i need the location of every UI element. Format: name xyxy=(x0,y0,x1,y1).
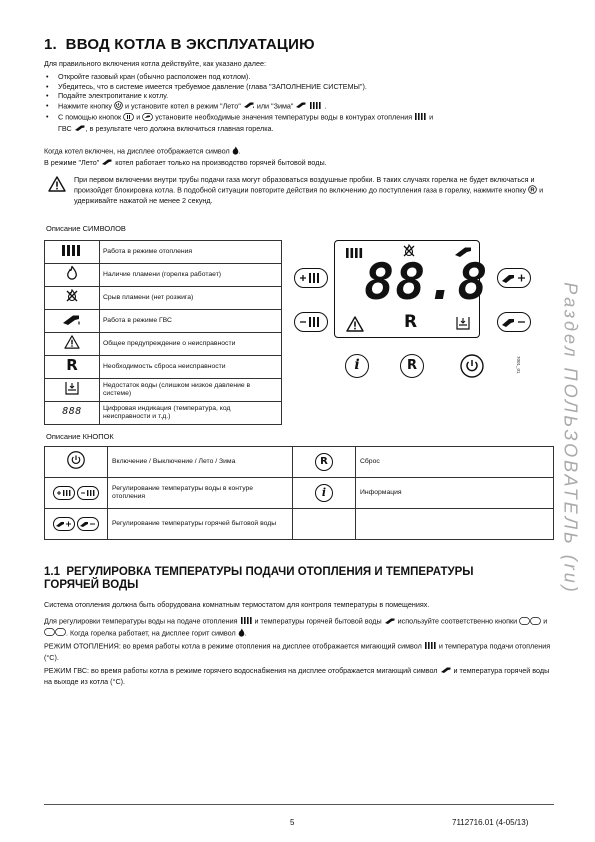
table-row: Недостаток воды (слишком низкое давление в системе) xyxy=(45,379,282,402)
radiator-icon xyxy=(240,616,253,628)
warning-icon xyxy=(64,344,80,351)
radiator-icon xyxy=(345,246,365,264)
reset-button[interactable]: R xyxy=(400,354,424,378)
table-row: Наличие пламени (горелка работает) xyxy=(45,264,282,287)
lcd-digits: 88.8 xyxy=(364,253,489,311)
tap-icon xyxy=(243,101,255,112)
reset-icon xyxy=(528,185,537,197)
list-item: • Нажмите кнопку и установите котел в режим "Лето" или "Зима" . xyxy=(44,101,554,113)
table-row: Работа в режиме отопления xyxy=(45,241,282,264)
low-water-icon xyxy=(456,316,470,335)
info-button[interactable]: i xyxy=(345,354,369,378)
symbols-heading: Описание СИМВОЛОВ xyxy=(46,224,126,233)
heating-buttons-icon xyxy=(519,617,541,628)
dhw-plus-button[interactable] xyxy=(497,268,531,288)
heating-plus-icon xyxy=(53,486,75,500)
paragraph: РЕЖИМ ОТОПЛЕНИЯ: во время работы котла в режиме отопления на дисплее отображается мигающий символ и температура подачи отопления (°C). xyxy=(44,641,551,662)
symbols-table xyxy=(44,240,282,425)
control-panel xyxy=(290,240,540,390)
radiator-icon xyxy=(309,101,322,113)
tap-icon xyxy=(74,124,86,135)
figure-code: 7001_01 xyxy=(516,356,521,374)
sidebar-label: Раздел ПОЛЬЗОВАТЕЛЬ (ru) xyxy=(560,282,581,595)
page-number: 5 xyxy=(290,818,295,827)
list-item: • Убедитесь, что в системе имеется требуемое давление (глава "ЗАПОЛНЕНИЕ СИСТЕМЫ"). xyxy=(44,82,554,92)
intro-text: Для правильного включения котла действуйте, как указано далее: xyxy=(44,59,266,68)
digits-icon: 888 xyxy=(62,406,82,418)
table-row: Регулирование температуры воды в контуре отопления i Информация xyxy=(45,478,554,509)
table-row: Срыв пламени (нет розжига) xyxy=(45,287,282,310)
radiator-icon xyxy=(61,252,83,259)
flame-icon xyxy=(238,628,245,640)
warning-text: При первом включении внутри трубы подачи газа могут образоваться воздушные пробки. В таких случаях горелка не будет включаться и произойдет блокировка котла. В подобной ситуации повторите действия по включению до поступления газа в горелку, нажмите кнопку R и удерживайте нажатой не менее 2 секунд. xyxy=(74,175,544,206)
paragraph: РЕЖИМ ГВС: во время работы котла в режиме горячего водоснабжения на дисплее отображается мигающий символ и температура горячей воды на выходе из котла (°C). xyxy=(44,666,550,686)
subsection-title: 1.1 РЕГУЛИРОВКА ТЕМПЕРАТУРЫ ПОДАЧИ ОТОПЛЕНИЯ И ТЕМПЕРАТУРЫ ГОРЯЧЕЙ ВОДЫ xyxy=(44,566,474,591)
table-row: Общее предупреждение о неисправности xyxy=(45,333,282,356)
buttons-heading: Описание КНОПОК xyxy=(46,432,114,441)
paragraph: Система отопления должна быть оборудована комнатным термостатом для контроля температуры в помещениях. xyxy=(44,600,430,609)
tap-icon xyxy=(62,321,82,328)
status-text: Когда котел включен, на дисплее отображается символ . В режиме "Лето" котел работает только на производство горячей бытовой воды. xyxy=(44,146,327,167)
warning-icon xyxy=(48,176,66,197)
reset-r-icon: R xyxy=(404,312,418,332)
heating-minus-icon xyxy=(77,486,99,500)
dhw-plus-icon xyxy=(53,517,75,531)
radiator-icon xyxy=(424,641,437,653)
table-row: 888 Цифровая индикация (температура, код неисправности и т.д.) xyxy=(45,402,282,425)
tap-icon xyxy=(295,101,307,112)
paragraph: Для регулировки температуры воды на подаче отопления и температуры горячей бытовой воды используйте соответственно кнопки и . Когда горелка работает, на дисплее горит символ . xyxy=(44,616,548,638)
table-row: Регулирование температуры горячей бытовой воды xyxy=(45,509,554,540)
power-icon xyxy=(114,101,123,113)
dhw-minus-icon xyxy=(77,517,99,531)
flame-icon xyxy=(232,146,239,158)
flame-failure-icon xyxy=(65,298,79,305)
list-item: • Подайте электропитание к котлу. xyxy=(44,91,554,101)
dhw-minus-button[interactable] xyxy=(497,312,531,332)
heating-minus-button[interactable] xyxy=(294,312,328,332)
footer-divider xyxy=(44,804,554,805)
table-row: Включение / Выключение / Лето / Зима R Сброс xyxy=(45,447,554,478)
doc-code: 7112716.01 (4-05/13) xyxy=(452,818,529,827)
power-icon xyxy=(67,464,85,471)
table-row: Работа в режиме ГВС xyxy=(45,310,282,333)
list-item: • Откройте газовый кран (обычно расположен под котлом). xyxy=(44,72,554,82)
reset-r-icon: R xyxy=(66,355,78,374)
svg-text:R: R xyxy=(530,187,535,194)
section-title: 1. ВВОД КОТЛА В ЭКСПЛУАТАЦИЮ xyxy=(44,36,315,53)
radiator-icon xyxy=(414,112,427,124)
tap-icon xyxy=(101,158,113,169)
flame-icon xyxy=(67,275,77,282)
buttons-table xyxy=(44,446,554,540)
dhw-minus-icon xyxy=(142,113,153,124)
list-item: • С помощью кнопок и установите необходимые значения температуры воды в контурах отопления и ГВС , в результате чего должна включиться главная горелка. xyxy=(44,112,554,134)
table-row: R Необходимость сброса неисправности xyxy=(45,356,282,379)
tap-icon xyxy=(384,617,396,628)
tap-icon xyxy=(440,666,452,677)
dhw-buttons-icon xyxy=(44,628,66,639)
low-water-icon xyxy=(65,390,79,397)
heating-plus-button[interactable] xyxy=(294,268,328,288)
section-sidebar xyxy=(558,248,581,628)
power-button[interactable] xyxy=(460,354,484,383)
reset-icon: R xyxy=(315,453,333,471)
warning-icon xyxy=(346,316,364,337)
heating-minus-icon xyxy=(123,113,134,124)
startup-list xyxy=(44,72,554,135)
info-icon: i xyxy=(315,484,333,502)
